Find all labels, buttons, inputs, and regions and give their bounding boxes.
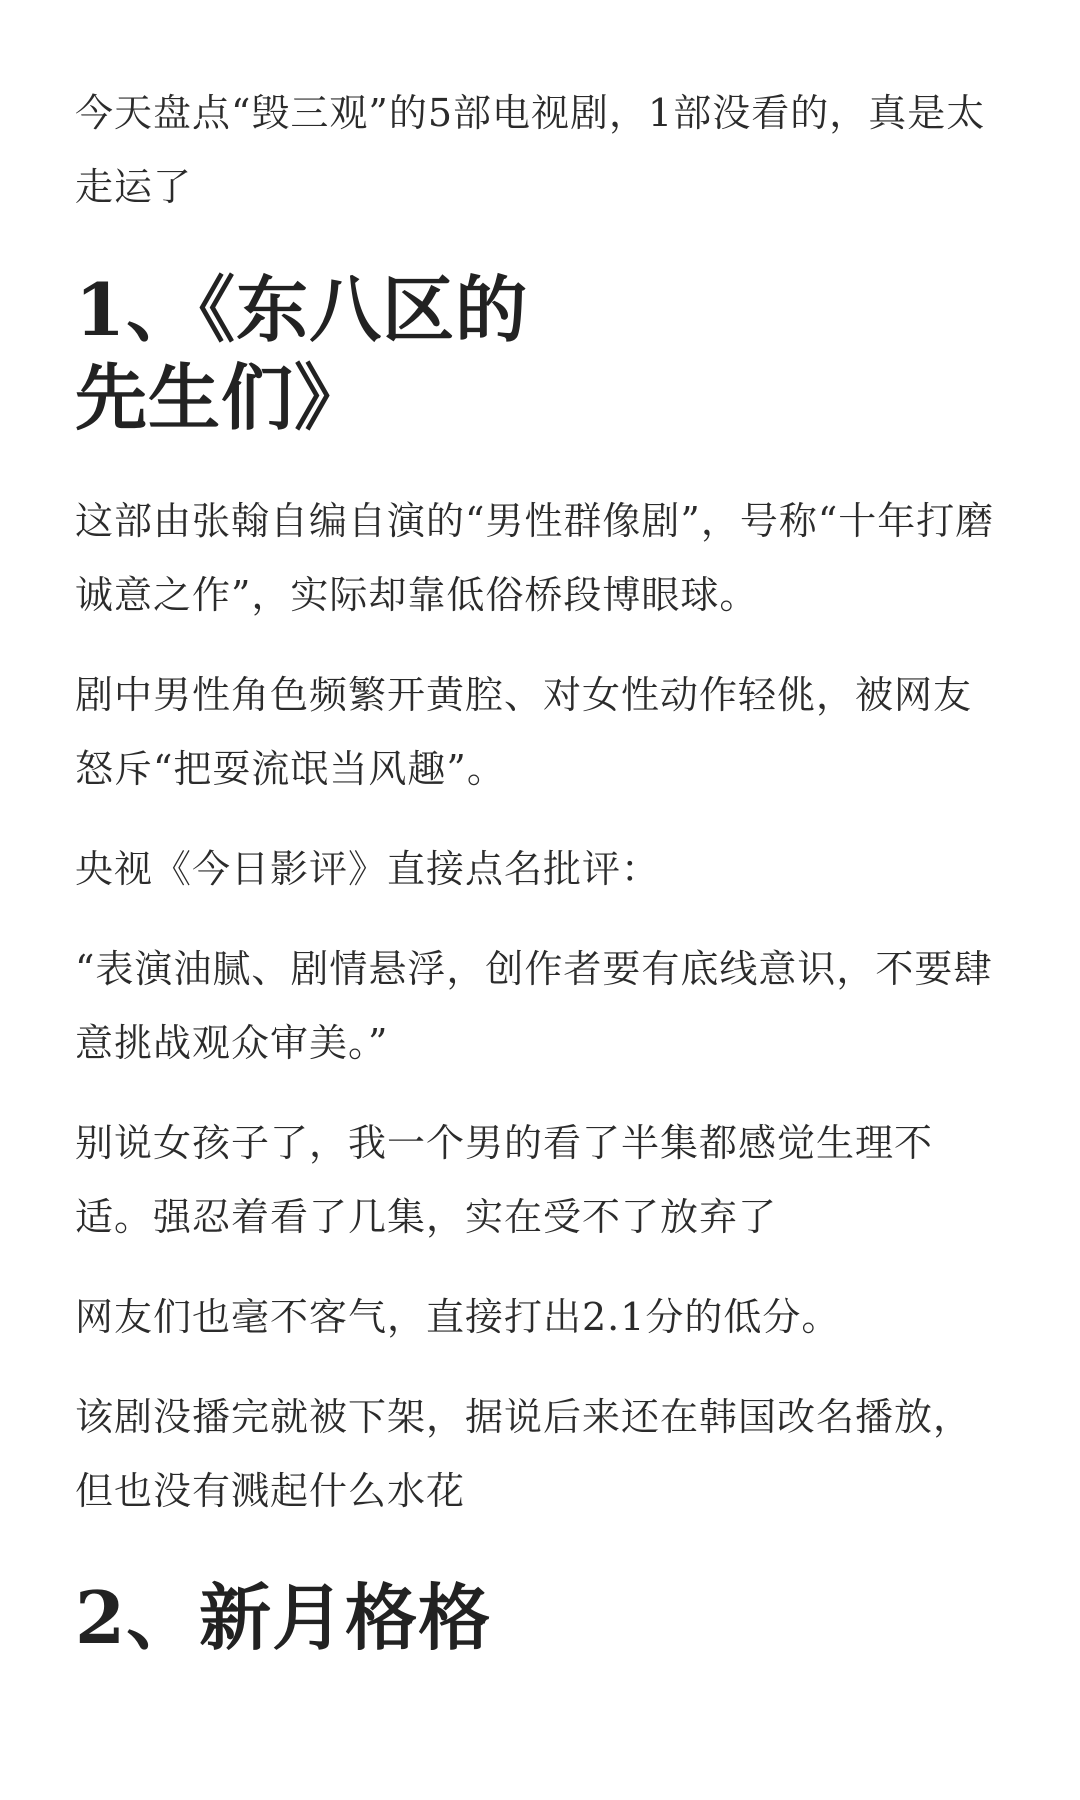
- article-intro: 今天盘点“毁三观”的5部电视剧，1部没看的，真是太走运了: [75, 91, 986, 209]
- article: [75, 76, 1005, 1662]
- paragraph: 该剧没播完就被下架，据说后来还在韩国改名播放，但也没有溅起什么水花: [75, 1395, 973, 1513]
- paragraph: 别说女孩子了，我一个男的看了半集都感觉生理不适。强忍着看了几集，实在受不了放弃了: [75, 1121, 934, 1239]
- section-heading-1: 1、《东八区的先生们》: [75, 267, 529, 440]
- paragraph: 这部由张翰自编自演的“男性群像剧”，号称“十年打磨诚意之作”，实际却靠低俗桥段博眼球。: [75, 499, 995, 617]
- paragraph: 剧中男性角色频繁开黄腔、对女性动作轻佻，被网友怒斥“把耍流氓当风趣”。: [75, 673, 973, 791]
- section-1-body: [75, 484, 1005, 1528]
- paragraph: 网友们也毫不客气，直接打出2.1分的低分。: [75, 1295, 841, 1339]
- quote-paragraph: “表演油腻、剧情悬浮，创作者要有底线意识，不要肆意挑战观众审美。”: [75, 947, 993, 1065]
- section-heading-2: 2、新月格格: [75, 1575, 492, 1660]
- paragraph: 央视《今日影评》直接点名批评：: [75, 847, 661, 891]
